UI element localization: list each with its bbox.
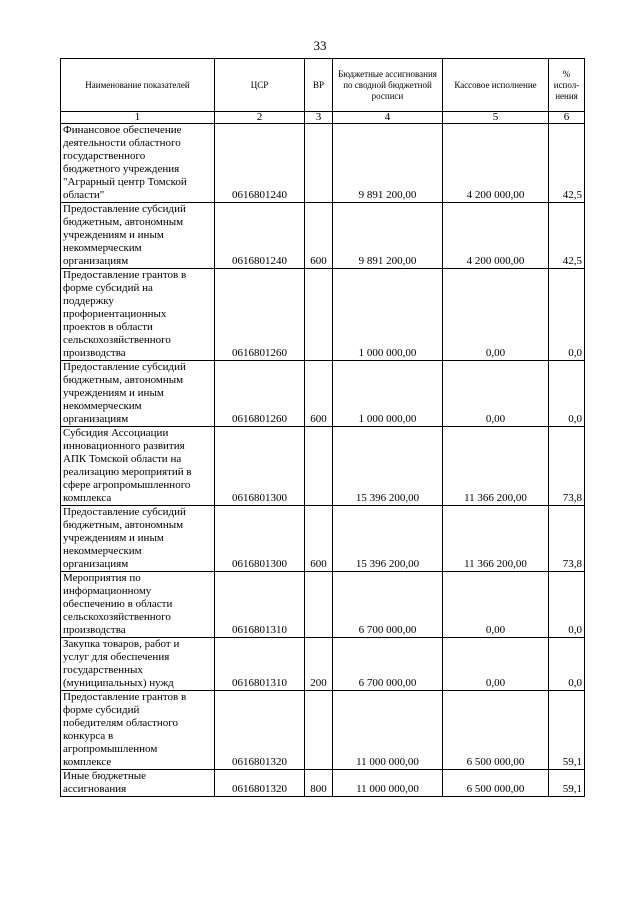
- row-cash: 0,00: [443, 638, 549, 691]
- row-name: Предоставление грантов в форме субсидий победителям областного конкурса в агропромышленном комплексе: [61, 691, 215, 770]
- column-number: 2: [215, 112, 305, 124]
- row-csr: 0616801260: [215, 361, 305, 427]
- table-row: [61, 427, 585, 506]
- header-vr: ВР: [305, 59, 333, 112]
- header-budget: Бюджетные ассигнования по сводной бюджетной росписи: [333, 59, 443, 112]
- row-vr: 600: [305, 361, 333, 427]
- row-vr: 800: [305, 770, 333, 797]
- row-vr: [305, 124, 333, 203]
- table-row: [61, 124, 585, 203]
- row-budget: 6 700 000,00: [333, 638, 443, 691]
- row-vr: 600: [305, 203, 333, 269]
- row-cash: 0,00: [443, 572, 549, 638]
- row-name: Мероприятия по информационному обеспечению в области сельскохозяйственного производства: [61, 572, 215, 638]
- row-cash: 4 200 000,00: [443, 203, 549, 269]
- row-name: Предоставление грантов в форме субсидий на поддержку профориентационных проектов в области сельскохозяйственного производства: [61, 269, 215, 361]
- row-vr: [305, 427, 333, 506]
- budget-execution-table: [60, 58, 585, 797]
- row-csr: 0616801320: [215, 770, 305, 797]
- row-name: Предоставление субсидий бюджетным, автономным учреждениям и иным некоммерческим организациям: [61, 361, 215, 427]
- row-pct: 59,1: [549, 691, 585, 770]
- column-number: 6: [549, 112, 585, 124]
- row-budget: 9 891 200,00: [333, 203, 443, 269]
- column-number-row: [61, 112, 585, 124]
- column-number: 3: [305, 112, 333, 124]
- table-row: [61, 361, 585, 427]
- row-csr: 0616801300: [215, 427, 305, 506]
- row-pct: 0,0: [549, 638, 585, 691]
- row-budget: 1 000 000,00: [333, 361, 443, 427]
- row-pct: 0,0: [549, 269, 585, 361]
- page-number: 33: [313, 38, 327, 53]
- row-name: Иные бюджетные ассигнования: [61, 770, 215, 797]
- header-csr: ЦСР: [215, 59, 305, 112]
- row-pct: 0,0: [549, 361, 585, 427]
- row-pct: 0,0: [549, 572, 585, 638]
- row-pct: 42,5: [549, 124, 585, 203]
- row-cash: 11 366 200,00: [443, 506, 549, 572]
- row-vr: 200: [305, 638, 333, 691]
- row-csr: 0616801260: [215, 269, 305, 361]
- row-csr: 0616801240: [215, 203, 305, 269]
- table-row: [61, 770, 585, 797]
- table-row: [61, 269, 585, 361]
- row-vr: [305, 572, 333, 638]
- table-row: [61, 572, 585, 638]
- row-cash: 11 366 200,00: [443, 427, 549, 506]
- row-budget: 1 000 000,00: [333, 269, 443, 361]
- row-vr: [305, 269, 333, 361]
- row-cash: 6 500 000,00: [443, 770, 549, 797]
- header-name: Наименование показателей: [61, 59, 215, 112]
- row-name: Закупка товаров, работ и услуг для обеспечения государственных (муниципальных) нужд: [61, 638, 215, 691]
- row-name: Финансовое обеспечение деятельности областного государственного бюджетного учреждения "Аграрный центр Томской области": [61, 124, 215, 203]
- table-row: [61, 506, 585, 572]
- row-cash: 0,00: [443, 361, 549, 427]
- column-number: 1: [61, 112, 215, 124]
- row-budget: 9 891 200,00: [333, 124, 443, 203]
- row-csr: 0616801300: [215, 506, 305, 572]
- row-cash: 6 500 000,00: [443, 691, 549, 770]
- row-budget: 11 000 000,00: [333, 770, 443, 797]
- row-name: Предоставление субсидий бюджетным, автономным учреждениям и иным некоммерческим организациям: [61, 203, 215, 269]
- row-budget: 15 396 200,00: [333, 506, 443, 572]
- table-row: [61, 638, 585, 691]
- header-pct: % испол- нения: [549, 59, 585, 112]
- row-csr: 0616801240: [215, 124, 305, 203]
- row-csr: 0616801310: [215, 572, 305, 638]
- row-pct: 73,8: [549, 427, 585, 506]
- row-budget: 11 000 000,00: [333, 691, 443, 770]
- row-pct: 73,8: [549, 506, 585, 572]
- table-row: [61, 691, 585, 770]
- row-pct: 59,1: [549, 770, 585, 797]
- row-pct: 42,5: [549, 203, 585, 269]
- table-header-row: [61, 59, 585, 112]
- row-name: Предоставление субсидий бюджетным, автономным учреждениям и иным некоммерческим организациям: [61, 506, 215, 572]
- row-vr: 600: [305, 506, 333, 572]
- row-vr: [305, 691, 333, 770]
- column-number: 5: [443, 112, 549, 124]
- row-budget: 6 700 000,00: [333, 572, 443, 638]
- row-cash: 4 200 000,00: [443, 124, 549, 203]
- row-csr: 0616801310: [215, 638, 305, 691]
- row-csr: 0616801320: [215, 691, 305, 770]
- table-row: [61, 203, 585, 269]
- header-cash: Кассовое исполнение: [443, 59, 549, 112]
- row-cash: 0,00: [443, 269, 549, 361]
- row-budget: 15 396 200,00: [333, 427, 443, 506]
- column-number: 4: [333, 112, 443, 124]
- row-name: Субсидия Ассоциации инновационного развития АПК Томской области на реализацию мероприятий в сфере агропромышленного комплекса: [61, 427, 215, 506]
